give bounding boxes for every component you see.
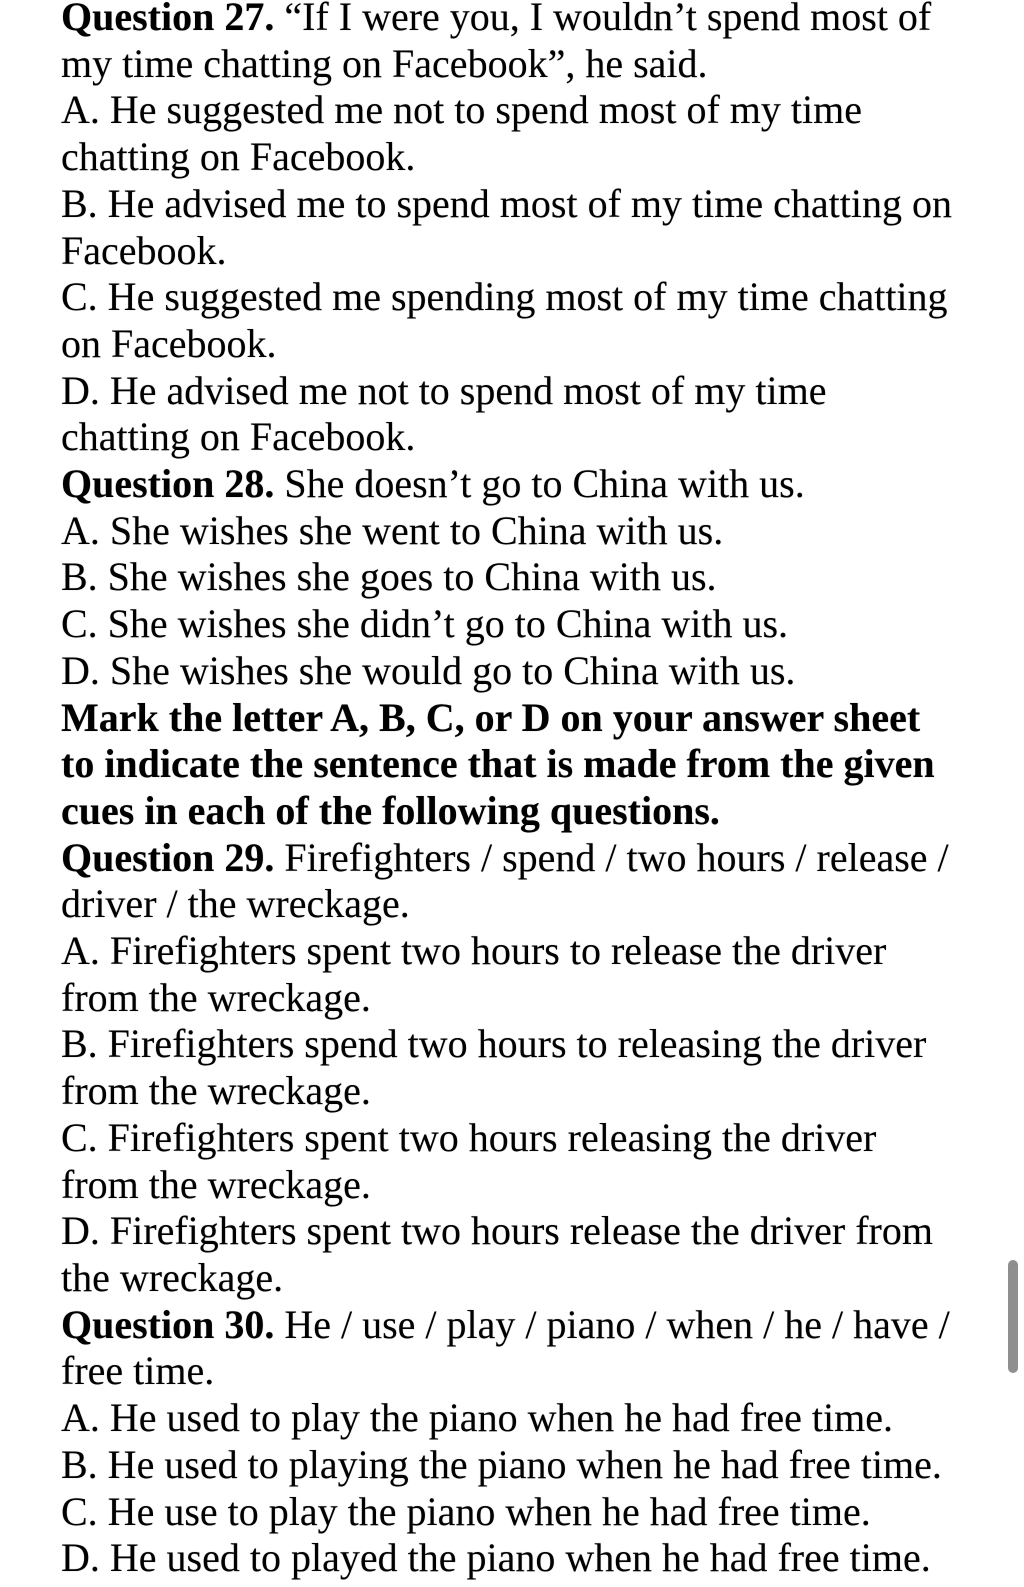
text-line: C. She wishes she didn’t go to China with us.: [61, 601, 789, 647]
text-line: C. He use to play the piano when he had free time.: [61, 1488, 871, 1534]
answer-option: [61, 1442, 981, 1489]
text-line: C. Firefighters spent two hours releasing the driver: [61, 1114, 877, 1160]
text-line: cues in each of the following questions.: [61, 787, 720, 833]
text-line: my time chatting on Facebook”, he said.: [61, 40, 708, 86]
text-line: B. She wishes she goes to China with us.: [61, 554, 717, 600]
question-stem: [61, 461, 981, 508]
text-line: A. She wishes she went to China with us.: [61, 507, 724, 553]
question-list: [61, 0, 981, 1582]
answer-option: [61, 274, 981, 367]
answer-option: [61, 1489, 981, 1536]
text-line: from the wreckage.: [61, 974, 371, 1020]
text-line: to indicate the sentence that is made from the given: [61, 741, 935, 787]
answer-option: [61, 368, 981, 461]
text-line: chatting on Facebook.: [61, 134, 416, 180]
text-line: from the wreckage.: [61, 1068, 371, 1114]
question-stem: [61, 0, 981, 87]
text-line: Question 29. Firefighters / spend / two hours / release /: [61, 834, 949, 880]
answer-option: [61, 1395, 981, 1442]
text-line: Question 30. He / use / play / piano / when / he / have /: [61, 1301, 950, 1347]
answer-option: [61, 648, 981, 695]
text-line: from the wreckage.: [61, 1161, 371, 1207]
question-stem: [61, 835, 981, 928]
text-line: chatting on Facebook.: [61, 414, 416, 460]
text-line: B. Firefighters spend two hours to releasing the driver: [61, 1021, 927, 1067]
answer-option: [61, 1115, 981, 1208]
text-line: free time.: [61, 1348, 215, 1394]
instruction-text: [61, 695, 981, 835]
text-line: B. He advised me to spend most of my time chatting on: [61, 180, 952, 226]
answer-option: [61, 87, 981, 180]
question-label: Question 29.: [61, 834, 285, 880]
question-label: Question 30.: [61, 1301, 285, 1347]
answer-option: [61, 554, 981, 601]
text-line: A. He used to play the piano when he had free time.: [61, 1395, 893, 1441]
text-line: B. He used to playing the piano when he had free time.: [61, 1441, 942, 1487]
text-line: Facebook.: [61, 227, 227, 273]
text-line: driver / the wreckage.: [61, 881, 410, 927]
question-label: Question 28.: [61, 461, 285, 507]
text-line: D. Firefighters spent two hours release the driver from: [61, 1208, 933, 1254]
text-line: Question 28. She doesn’t go to China with us.: [61, 461, 805, 507]
text-line: on Facebook.: [61, 320, 277, 366]
text-line: Question 27. “If I were you, I wouldn’t spend most of: [61, 0, 981, 41]
question-label: Question 27.: [61, 0, 285, 39]
question-stem: [61, 1302, 981, 1395]
text-line: D. He used to played the piano when he had free time.: [61, 1535, 931, 1581]
text-line: D. He advised me not to spend most of my time: [61, 367, 827, 413]
answer-option: [61, 508, 981, 555]
answer-option: [61, 1208, 981, 1301]
answer-option: [61, 181, 981, 274]
text-line: A. Firefighters spent two hours to release the driver: [61, 928, 887, 974]
text-line: A. He suggested me not to spend most of my time: [61, 87, 863, 133]
text-line: D. She wishes she would go to China with us.: [61, 647, 796, 693]
answer-option: [61, 1535, 981, 1582]
text-line: C. He suggested me spending most of my time chatting: [61, 274, 948, 320]
text-line: the wreckage.: [61, 1254, 284, 1300]
answer-option: [61, 601, 981, 648]
answer-option: [61, 1021, 981, 1114]
text-line: Mark the letter A, B, C, or D on your answer sheet: [61, 694, 921, 740]
answer-option: [61, 928, 981, 1021]
scrollbar-thumb[interactable]: [1008, 1260, 1018, 1373]
